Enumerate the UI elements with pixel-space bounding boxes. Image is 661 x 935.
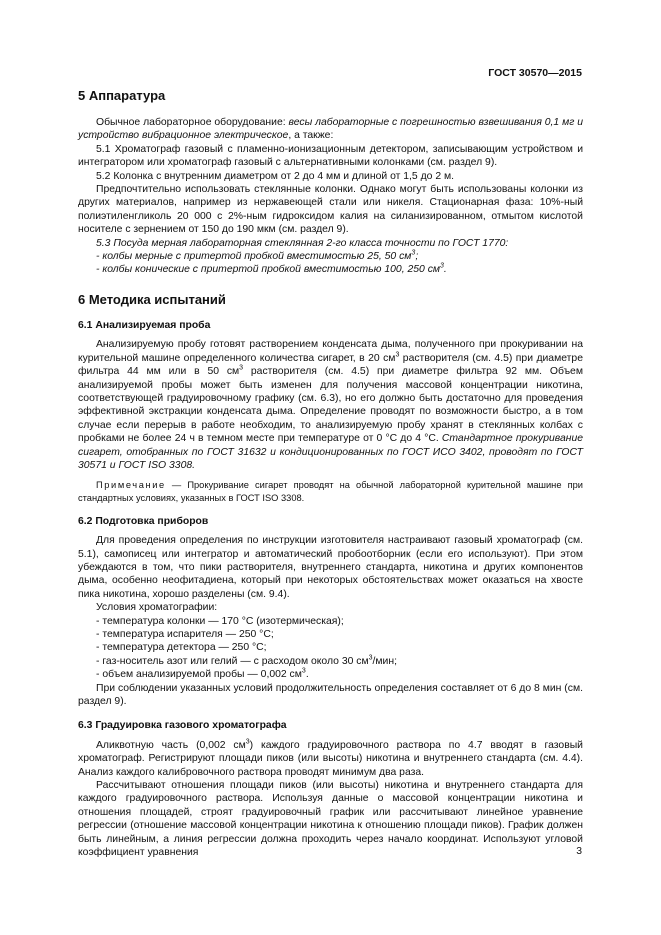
subsection-6-3-text-1: Аликвотную часть (0,002 $см^3$) каждого градуировочного раствора по 4.7 вводят в газовый хроматограф. Регистрируют площади пиков (или высоты) никотина и внутреннего стандарта (см. 4.4). Анализ каждого калибровочного раствора проводят минимум два раза. <box>78 738 583 778</box>
subsection-6-3-text-2: Рассчитывают отношения площади пиков (или высоты) никотина и внутреннего стандарта для каждого градуировочного раствора. Используя данные о массовой концентрации никотина и отношения площадей, строят градуировочный график или рассчитывают линейное уравнение регрессии (отношение массовой концентрации никотина к отношению площади пиков). График должен быть линейным, а линия регрессии должна проходить через начало координат. Используют угловой коэффициент уравнения <box>78 780 583 859</box>
condition-evaporator-temp: - температура испарителя — 250 °С; <box>96 629 274 640</box>
note: Примечание — Прокуривание сигарет проводят на обычной лабораторной курительной машине при стандартных условиях, указанных в ГОСТ ISO 3308. <box>78 480 583 503</box>
clause-5-2-details: Предпочтительно использовать стеклянные колонки. Однако могут быть использованы колонки из других материалов, например из нержавеющей стали или никеля. Стационарная фаза: 10%-ный полиэтиленгликоль 20 000 с 2%-ным гидроксидом калия на силанизированном, отмытом кислотой носителе с зернением от 150 до 190 мкм (см. раздел 9). <box>78 184 583 236</box>
note-label: Примечание <box>96 480 166 491</box>
section-5-heading: 5 Аппаратура <box>78 88 166 103</box>
document-id-header: ГОСТ 30570—2015 <box>488 67 582 79</box>
condition-column-temp: - температура колонки — 170 °С (изотермическая); <box>96 615 344 627</box>
clause-5-2: 5.2 Колонка с внутренним диаметром от 2 до 4 мм и длиной от 1,5 до 2 м. <box>96 170 455 182</box>
condition-carrier-gas: - газ-носитель азот или гелий — с расходом около 30 $см^3$/мин; <box>96 654 397 667</box>
condition-detector-temp: - температура детектора — 250 °С; <box>96 642 267 654</box>
subsection-6-2-text: Для проведения определения по инструкции изготовителя настраивают газовый хроматограф (см. 5.1), самописец или интегратор и автоматический пробоотборник (если его используют). При этом убеждаются в том, что пики растворителя, внутреннего стандарта, никотина и других компонентов дыма, особенно неофитадиена, который при некоторых обстоятельствах может оказаться на хвосте пика никотина, хорошо разделены (см. 9.4). <box>78 535 583 600</box>
subsection-6-1-text: Анализируемую пробу готовят растворением конденсата дыма, полученного при прокуривании на курительной машине определенного количества сигарет, в 20 $см^3$ растворителя (см. 4.5) при диаметре фильтра 44 мм или в 50 $см^3$ растворителя (см. 4.5) при диаметре фильтра 92 мм. Объем анализируемой пробы может быть изменен для получения массовой концентрации никотина, соответствующей градуировочному графику (см. 6.3), но его должно быть достаточно для проведения эффективной экстракции конденсата дыма. Определение проводят по возможности быстро, а в том случае если перерыв в работе необходим, то анализируемую пробу хранят в стеклянных колбах с пробками не более 24 ч в темном месте при температуре от 0 °С до 4 °С. Стандартное прокуривание сигарет, отобранных по ГОСТ 31632 и кондиционированных по ГОСТ ИСО 3402, проводят по ГОСТ 30571 и ГОСТ ISO 3308. <box>78 339 583 471</box>
clause-5-3: 5.3 Посуда мерная лабораторная стеклянная 2-го класса точности по ГОСТ 1770: <box>96 237 509 249</box>
subsection-6-3-heading: 6.3 Градуировка газового хроматографа <box>78 720 287 732</box>
section-6-heading: 6 Методика испытаний <box>78 291 226 307</box>
clause-5-3-item-1: - колбы мерные с притертой пробкой вместимостью 25, 50 $см^3$; <box>96 249 419 263</box>
clause-5-3-item-2: - колбы конические с притертой пробкой вместимостью 100, 250 $см^3$. <box>96 263 447 276</box>
condition-sample-volume: - объем анализируемой пробы — 0,002 $см^3$. <box>96 667 309 681</box>
section-5-intro: Обычное лабораторное оборудование: весы лабораторные с погрешностью взвешивания 0,1 мг и устройство вибрационное электрическое, а также: <box>78 117 584 142</box>
page-content <box>78 86 583 860</box>
subsection-6-1-heading: 6.1 Анализируемая проба <box>78 319 211 331</box>
clause-5-1: 5.1 Хроматограф газовый с пламенно-ионизационным детектором, записывающим устройством и интегратором или хроматограф газовый с альтернативными колонками (см. раздел 9). <box>78 143 583 169</box>
subsection-6-2-duration: При соблюдении указанных условий продолжительность определения составляет от 6 до 8 мин (см. раздел 9). <box>78 682 583 708</box>
page-number: 3 <box>576 846 582 857</box>
chromatography-conditions-title: Условия хроматографии: <box>96 602 218 614</box>
subsection-6-2-heading: 6.2 Подготовка приборов <box>78 515 209 527</box>
